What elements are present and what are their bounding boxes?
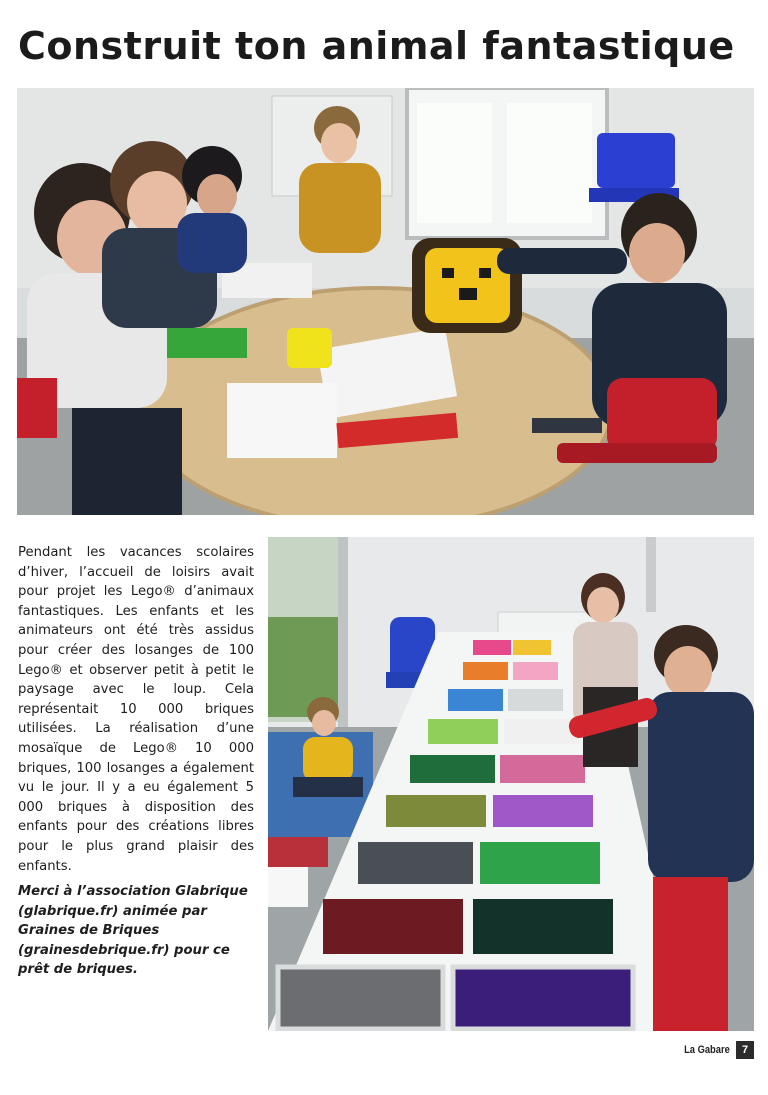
page-footer — [676, 1040, 754, 1060]
article-body: Pendant les vacances scolaires d’hiver, l’accueil de loisirs avait pour projet les Lego® d’animaux fantastiques. Les enfants et les animateurs ont été très assidus pour créer des losanges de 100 Lego® et observer petit à petit le paysage avec le loup. Cela représentait 10 000 briques utilisées. La réalisation d’une mosaïque de Lego® 10 000 briques, 100 losanges a également vu le jour. Il y a eu également 5 000 briques à disposition des enfants pour des créations libres pour le plus grand plaisir des enfants. — [18, 545, 254, 874]
page-title: Construit ton animal fantastique — [18, 24, 735, 68]
photo-lego-brick-bins — [268, 537, 754, 1031]
page-number: 7 — [736, 1041, 754, 1059]
acknowledgement: Merci à l’association Glabrique (glabrique.fr) animée par Graines de Briques (grainesdebrique.fr) pour ce prêt de briques. — [18, 884, 248, 978]
publication-name: La Gabare — [684, 1044, 730, 1056]
photo-children-building-lego — [17, 88, 754, 515]
